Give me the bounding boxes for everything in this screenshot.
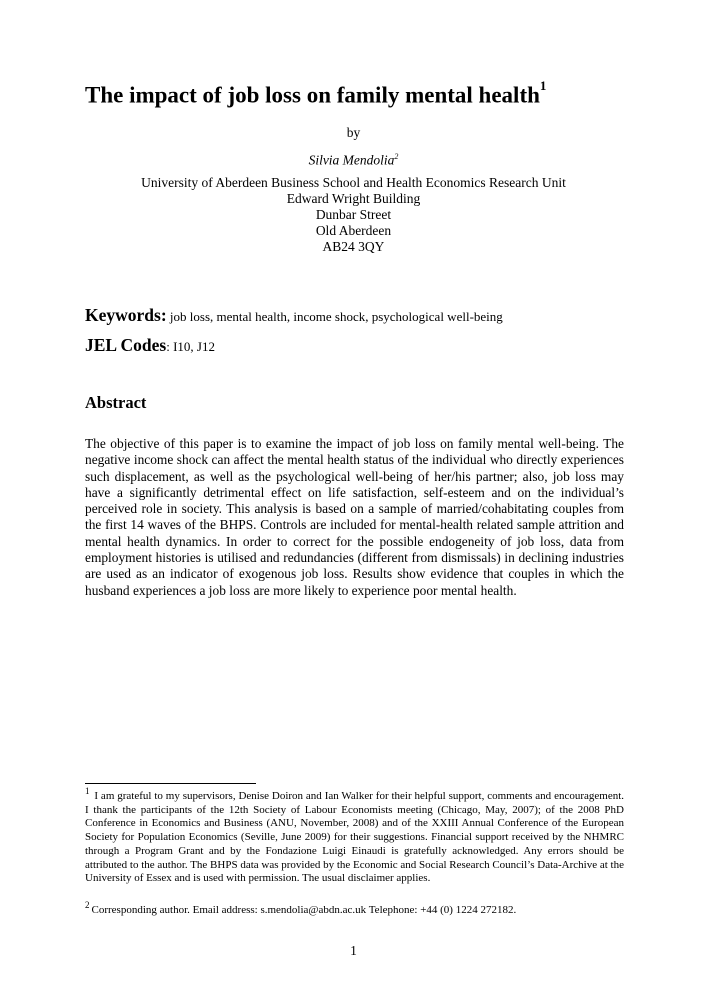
abstract-heading: Abstract [85,393,147,412]
footnote-2 [85,900,624,918]
footnote-text: I am grateful to my supervisors, Denise Doiron and Ian Walker for their helpful support, comments and encouragement. I thank the participants of the 12th Society of Labour Economists meeting (Chicago, May, 2007); of the 2008 PhD Conference in Economics and Business (ANU, November, 2008) and of the XXIII Annual Conference of the European Society for Population Economics (Seville, June 2009) for their suggestions. Financial support received by the NHMRC through a Program Grant and by the Fondazione Luigi Einaudi is gratefully acknowledged. Any errors should be attributed to the author. The BHPS data was provided by the Economic and Social Research Council’s Data-Archive at the University of Essex and is used with permission. The usual disclaimer applies. [85,790,625,885]
affiliation-line: Dunbar Street [315,207,392,222]
footnote-text: Corresponding author. Email address: s.mendolia@abdn.ac.uk Telephone: +44 (0) 1224 272182. [91,904,517,916]
affiliation-line: University of Aberdeen Business School and Health Economics Research Unit [141,175,566,190]
paper-title-text: The impact of job loss on family mental health [85,82,540,108]
title-footnote-mark: 1 [539,78,547,93]
footnote-mark: 1 [85,786,90,797]
footnote-divider [85,783,256,784]
affiliation-line: Old Aberdeen [315,223,392,238]
author-footnote-mark: 2 [394,152,399,161]
jel-codes-label: JEL Codes [85,335,167,355]
keywords-line [85,305,503,326]
keywords-label: Keywords: [85,305,167,325]
page-number: 1 [350,943,357,958]
paper-title [85,78,547,109]
abstract-body: The objective of this paper is to examine the impact of job loss on family mental well-being. The negative income shock can affect the mental health status of the individual who directly experiences such displacement, as well as the psychological well-being of her/his partner; also, job loss may have a significantly detrimental effect on life satisfaction, self-esteem and on the individual’s perceived role in society. This analysis is based on a sample of married/cohabitating couples from the first 14 waves of the BHPS. Controls are included for mental-health related sample attrition and mental health dynamics. In order to correct for the possible endogeneity of job loss, data from employment histories is utilised and redundancies (different from dismissals) in declining industries are used as an indicator of exogenous job loss. Results show evidence that couples in which the husband experiences a job loss are more likely to experience poor mental health. [85,436,624,598]
jel-codes-value: : I10, J12 [166,339,215,354]
author-name-text: Silvia Mendolia [308,152,395,168]
keywords-value: job loss, mental health, income shock, psychological well-being [169,309,503,324]
jel-codes-line [85,335,215,356]
author-name [0,149,707,169]
affiliation-line: AB24 3QY [322,239,385,254]
footnote-1 [85,786,625,886]
affiliation-line: Edward Wright Building [286,191,421,206]
by-line: by [346,125,361,140]
footnote-mark: 2 [85,900,90,911]
